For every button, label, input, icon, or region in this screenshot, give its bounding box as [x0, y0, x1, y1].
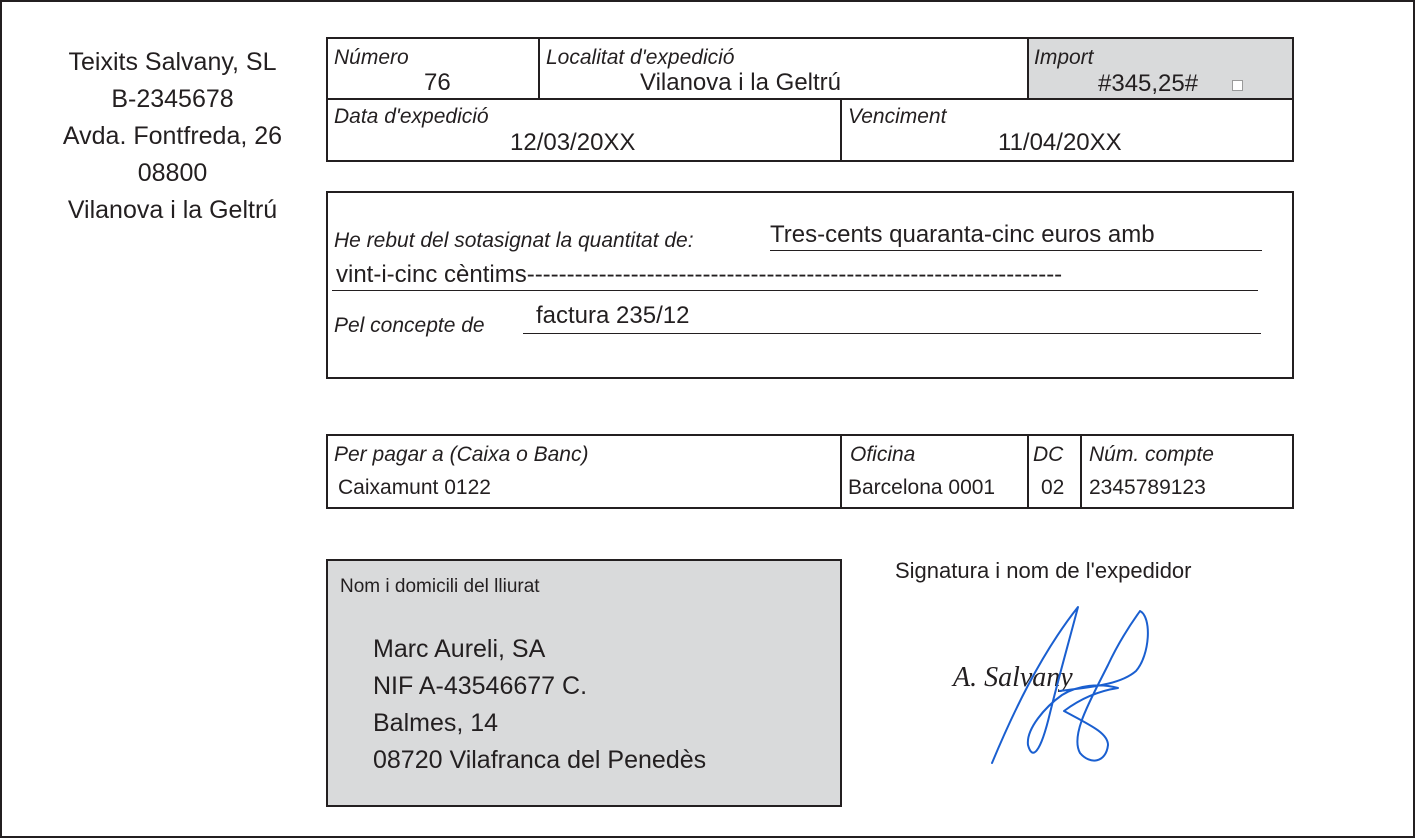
concept-label: Pel concepte de [334, 314, 485, 337]
data-expedicio-label: Data d'expedició [334, 105, 489, 128]
concept-value: factura 235/12 [536, 302, 690, 329]
localitat-value: Vilanova i la Geltrú [640, 69, 841, 96]
amount-words-line2: vint-i-cinc cèntims------------------------------------------------------------------- [336, 262, 1063, 288]
numero-label: Número [334, 46, 409, 69]
numero-value: 76 [424, 69, 451, 96]
header-col-divider-1 [538, 37, 540, 99]
dc-value: 02 [1041, 476, 1065, 499]
handwritten-signature [940, 595, 1160, 775]
venciment-value: 11/04/20XX [998, 129, 1122, 156]
drawee-name: Marc Aureli, SA [373, 635, 546, 663]
drawee-address [373, 631, 706, 779]
account-value: 2345789123 [1089, 476, 1206, 499]
office-label: Oficina [850, 443, 916, 466]
header-row-divider [326, 98, 1294, 100]
amount-words-line1: Tres-cents quaranta-cinc euros amb [770, 221, 1155, 248]
issuer-street: Avda. Fontfreda, 26 [62, 122, 283, 150]
amount-underline-1 [770, 250, 1262, 251]
issuer-name: Teixits Salvany, SL [68, 48, 277, 76]
issuer-city: Vilanova i la Geltrú [67, 196, 278, 224]
localitat-label: Localitat d'expedició [546, 46, 735, 69]
drawee-nif: NIF A-43546677 C. [373, 672, 588, 700]
header-col-divider-2 [1027, 37, 1029, 99]
drawee-city: 08720 Vilafranca del Penedès [373, 746, 707, 774]
payment-col-divider-3 [1080, 434, 1082, 509]
payment-col-divider-1 [840, 434, 842, 509]
drawee-label: Nom i domicili del lliurat [340, 576, 540, 597]
dc-label: DC [1033, 443, 1064, 466]
issuer-postcode: 08800 [137, 159, 208, 187]
office-value: Barcelona 0001 [848, 476, 996, 499]
import-label: Import [1034, 46, 1094, 69]
signature-name: A. Salvany [953, 662, 1073, 693]
payment-col-divider-2 [1027, 434, 1029, 509]
received-label: He rebut del sotasignat la quantitat de: [334, 229, 694, 252]
amount-underline-2 [332, 290, 1258, 291]
bank-label: Per pagar a (Caixa o Banc) [334, 443, 589, 466]
import-checkbox[interactable] [1232, 80, 1243, 91]
bank-value: Caixamunt 0122 [338, 476, 491, 499]
drawee-street: Balmes, 14 [373, 709, 499, 737]
account-label: Núm. compte [1089, 443, 1214, 466]
issuer-block [40, 44, 305, 229]
venciment-label: Venciment [848, 105, 947, 128]
data-expedicio-value: 12/03/20XX [510, 129, 636, 156]
header-col-divider-3 [840, 99, 842, 161]
signature-label: Signatura i nom de l'expedidor [895, 558, 1192, 583]
concept-underline [523, 333, 1261, 334]
issuer-nif: B-2345678 [111, 85, 234, 113]
import-value: #345,25# [1098, 70, 1199, 97]
